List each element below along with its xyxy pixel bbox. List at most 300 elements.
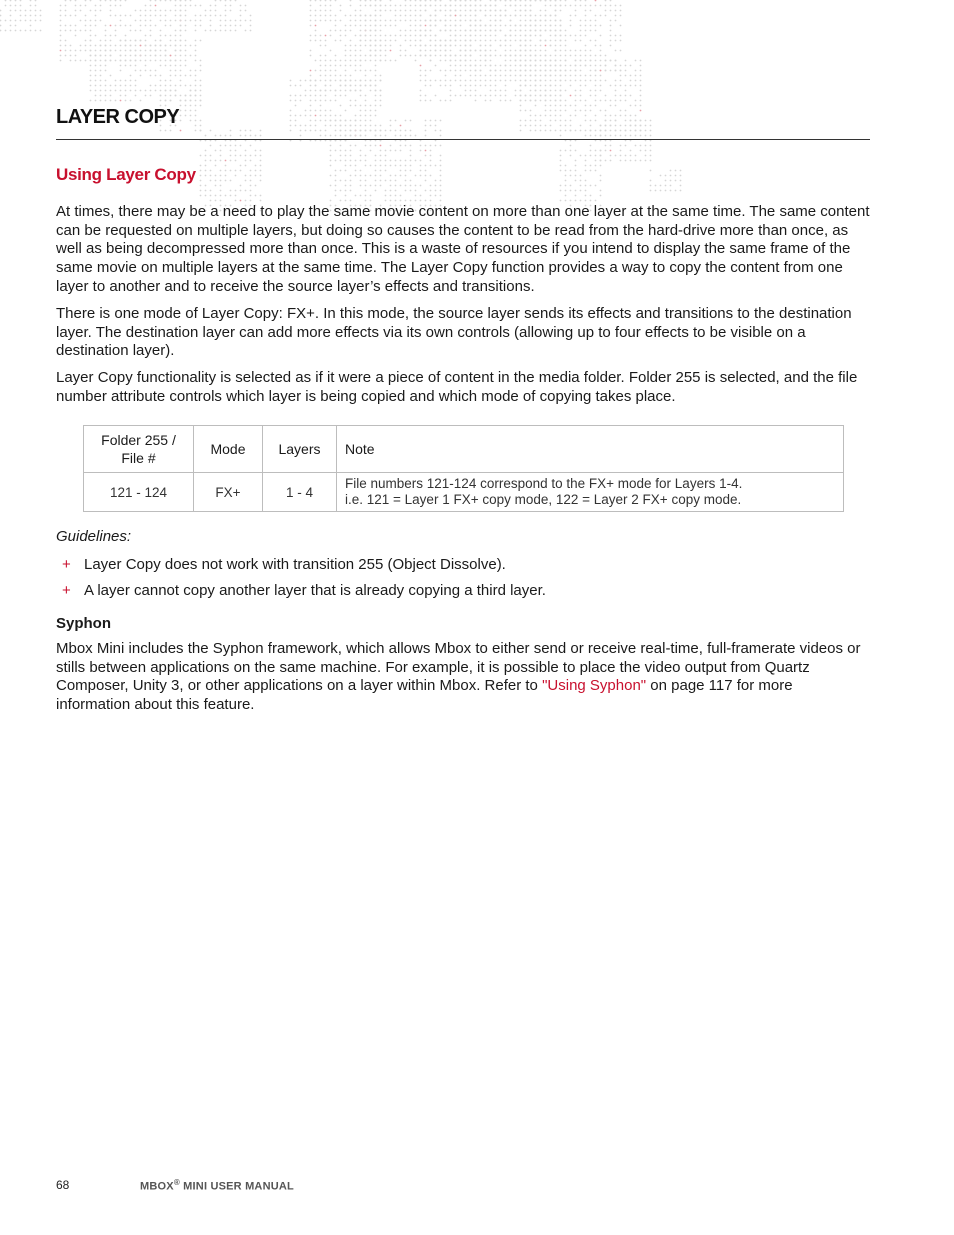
map-dot (610, 160, 612, 162)
map-dot (585, 105, 587, 107)
cell-layers: 1 - 4 (263, 473, 337, 512)
map-dot (530, 0, 532, 1)
map-dot (595, 55, 597, 57)
map-dot (345, 135, 347, 137)
map-dot (250, 195, 252, 197)
map-dot (485, 60, 487, 62)
map-dot (450, 0, 452, 1)
map-dot (520, 40, 522, 42)
header-layers: Layers (263, 426, 337, 473)
map-dot (400, 45, 402, 47)
map-dot (455, 5, 457, 7)
map-dot (340, 160, 342, 162)
map-dot (600, 175, 602, 177)
map-dot (140, 90, 142, 92)
map-dot (415, 40, 417, 42)
map-dot (370, 130, 372, 132)
map-dot (560, 130, 562, 132)
map-dot (350, 125, 352, 127)
map-dot (40, 20, 42, 22)
map-dot (380, 155, 382, 157)
map-dot (545, 65, 547, 67)
map-dot (510, 45, 512, 47)
map-dot (385, 35, 387, 37)
map-dot (580, 100, 582, 102)
map-dot (595, 170, 597, 172)
map-dot (520, 55, 522, 57)
map-dot (570, 80, 572, 82)
map-dot (450, 70, 452, 72)
map-dot (330, 110, 332, 112)
map-dot (150, 20, 152, 22)
map-dot (580, 30, 582, 32)
map-dot (440, 120, 442, 122)
map-dot (460, 75, 462, 77)
map-dot (190, 55, 192, 57)
map-dot (565, 65, 567, 67)
map-dot (185, 50, 187, 52)
map-dot (220, 170, 222, 172)
map-dot (330, 65, 332, 67)
map-dot (100, 0, 102, 1)
map-dot (520, 50, 522, 52)
map-dot (260, 180, 262, 182)
map-dot (510, 30, 512, 32)
map-dot (100, 90, 102, 92)
map-dot (80, 10, 82, 12)
map-dot (130, 40, 132, 42)
map-dot (580, 130, 582, 132)
map-dot (190, 110, 192, 112)
map-dot (400, 195, 402, 197)
map-dot (200, 80, 202, 82)
map-dot (600, 75, 602, 77)
map-dot (145, 50, 147, 52)
list-item-text: A layer cannot copy another layer that is already copying a third layer. (84, 582, 546, 599)
map-dot (205, 170, 207, 172)
map-dot (440, 50, 442, 52)
map-dot (35, 20, 37, 22)
map-dot (300, 125, 302, 127)
map-dot (620, 5, 622, 7)
map-dot (520, 45, 522, 47)
map-dot (65, 10, 67, 12)
map-dot (575, 10, 577, 12)
map-dot (335, 0, 337, 1)
map-dot (5, 5, 7, 7)
map-dot (400, 50, 402, 52)
map-dot (365, 190, 367, 192)
map-dot (480, 0, 482, 1)
map-dot (260, 175, 262, 177)
map-dot (420, 95, 422, 97)
map-dot (600, 130, 602, 132)
map-dot (205, 155, 207, 157)
using-syphon-link[interactable]: "Using Syphon" (542, 677, 647, 695)
map-dot (330, 70, 332, 72)
map-dot (430, 150, 432, 152)
map-dot (240, 200, 242, 202)
map-dot (320, 45, 322, 47)
map-dot (375, 185, 377, 187)
map-dot (580, 0, 582, 1)
map-dot (355, 85, 357, 87)
map-dot (375, 135, 377, 137)
map-dot (640, 65, 642, 67)
map-dot (320, 55, 322, 57)
map-dot (530, 70, 532, 72)
map-dot (310, 80, 312, 82)
map-dot (105, 50, 107, 52)
map-dot (430, 100, 432, 102)
map-dot (575, 160, 577, 162)
map-dot (465, 65, 467, 67)
map-dot (235, 200, 237, 202)
map-dot (425, 95, 427, 97)
map-dot (425, 80, 427, 82)
map-dot (395, 185, 397, 187)
map-dot (415, 5, 417, 7)
map-dot (560, 155, 562, 157)
map-dot (75, 25, 77, 27)
map-dot (160, 90, 162, 92)
map-dot (445, 20, 447, 22)
map-dot (585, 20, 587, 22)
map-dot (555, 30, 557, 32)
map-dot (440, 145, 442, 147)
map-dot (320, 120, 322, 122)
map-dot (350, 105, 352, 107)
map-dot (640, 120, 642, 122)
map-dot (165, 0, 167, 1)
map-dot (250, 190, 252, 192)
map-dot (565, 190, 567, 192)
map-dot (595, 25, 597, 27)
map-dot (645, 150, 647, 152)
map-dot (400, 165, 402, 167)
map-dot (325, 125, 327, 127)
map-dot (430, 30, 432, 32)
map-dot (580, 70, 582, 72)
map-dot (310, 125, 312, 127)
map-dot (380, 10, 382, 12)
map-dot (410, 145, 412, 147)
map-dot (385, 150, 387, 152)
map-dot (155, 25, 157, 27)
map-dot (120, 50, 122, 52)
map-dot (325, 45, 327, 47)
map-dot (520, 105, 522, 107)
map-dot (500, 10, 502, 12)
map-dot (115, 60, 117, 62)
map-dot (495, 5, 497, 7)
map-dot (65, 50, 67, 52)
map-dot (220, 15, 222, 17)
map-dot (85, 50, 87, 52)
map-dot (550, 70, 552, 72)
map-dot (130, 30, 132, 32)
map-dot (115, 30, 117, 32)
map-dot (540, 95, 542, 97)
map-dot (165, 45, 167, 47)
map-dot (430, 190, 432, 192)
map-dot (660, 175, 662, 177)
map-dot (540, 20, 542, 22)
map-dot (410, 180, 412, 182)
map-dot (480, 70, 482, 72)
map-dot (375, 170, 377, 172)
map-dot (615, 85, 617, 87)
map-dot (375, 35, 377, 37)
cell-file: 121 - 124 (84, 473, 194, 512)
map-dot (480, 45, 482, 47)
map-dot (310, 5, 312, 7)
map-dot (560, 20, 562, 22)
map-dot (330, 150, 332, 152)
map-dot (600, 135, 602, 137)
map-dot (220, 200, 222, 202)
map-dot (595, 70, 597, 72)
map-dot (220, 180, 222, 182)
map-dot (430, 0, 432, 1)
map-dot (610, 85, 612, 87)
map-dot (125, 15, 127, 17)
map-dot (420, 55, 422, 57)
map-dot (175, 85, 177, 87)
map-dot (360, 125, 362, 127)
map-dot (235, 160, 237, 162)
map-dot (630, 130, 632, 132)
map-dot (370, 55, 372, 57)
map-dot (115, 15, 117, 17)
map-dot (625, 75, 627, 77)
map-dot (580, 80, 582, 82)
map-dot (560, 85, 562, 87)
map-dot (310, 105, 312, 107)
map-dot (180, 50, 182, 52)
map-dot (290, 80, 292, 82)
map-dot (225, 165, 227, 167)
map-dot (560, 135, 562, 137)
map-dot (150, 15, 152, 17)
map-dot (520, 95, 522, 97)
map-dot (640, 160, 642, 162)
map-dot (460, 70, 462, 72)
map-dot (390, 10, 392, 12)
map-dot (260, 195, 262, 197)
map-dot (115, 35, 117, 37)
map-dot (580, 95, 582, 97)
map-dot (425, 45, 427, 47)
map-dot (160, 60, 162, 62)
map-dot (375, 45, 377, 47)
map-dot (460, 45, 462, 47)
map-dot (580, 110, 582, 112)
map-dot (525, 120, 527, 122)
map-dot (570, 5, 572, 7)
map-dot (315, 15, 317, 17)
map-dot (530, 50, 532, 52)
map-dot (340, 180, 342, 182)
map-dot (440, 45, 442, 47)
map-dot (250, 30, 252, 32)
map-dot (510, 20, 512, 22)
map-dot (375, 30, 377, 32)
map-dot (555, 50, 557, 52)
map-dot (200, 165, 202, 167)
map-dot (405, 200, 407, 202)
map-dot (130, 80, 132, 82)
map-dot (135, 45, 137, 47)
map-dot (625, 85, 627, 87)
map-dot (335, 90, 337, 92)
map-dot (180, 0, 182, 1)
map-dot (125, 50, 127, 52)
map-dot (305, 130, 307, 132)
map-dot (585, 200, 587, 202)
map-dot (375, 180, 377, 182)
map-dot (540, 115, 542, 117)
map-dot (395, 35, 397, 37)
map-dot (410, 165, 412, 167)
map-dot (455, 55, 457, 57)
map-dot (430, 70, 432, 72)
map-dot (225, 170, 227, 172)
map-dot (95, 5, 97, 7)
map-dot (565, 100, 567, 102)
map-dot (600, 80, 602, 82)
map-dot (320, 5, 322, 7)
map-dot (95, 55, 97, 57)
map-dot (125, 45, 127, 47)
map-dot (245, 160, 247, 162)
map-dot (370, 35, 372, 37)
map-dot (550, 85, 552, 87)
map-dot (245, 20, 247, 22)
map-dot (635, 145, 637, 147)
map-dot (390, 20, 392, 22)
map-dot (555, 130, 557, 132)
syphon-paragraph (56, 640, 870, 715)
map-dot (555, 120, 557, 122)
map-dot (445, 80, 447, 82)
map-dot (195, 110, 197, 112)
map-dot (220, 20, 222, 22)
map-dot (530, 40, 532, 42)
map-dot (570, 125, 572, 127)
map-dot (370, 175, 372, 177)
map-dot (505, 55, 507, 57)
map-dot (620, 125, 622, 127)
map-dot (350, 25, 352, 27)
map-dot (250, 170, 252, 172)
map-dot (525, 80, 527, 82)
map-dot (110, 50, 112, 52)
map-dot (450, 5, 452, 7)
map-dot (465, 95, 467, 97)
map-dot (110, 0, 112, 1)
map-dot (160, 50, 162, 52)
map-dot (100, 40, 102, 42)
map-dot (405, 165, 407, 167)
map-dot (355, 120, 357, 122)
map-dot (120, 80, 122, 82)
map-dot (180, 105, 182, 107)
map-dot (635, 130, 637, 132)
map-dot (600, 190, 602, 192)
map-dot (160, 40, 162, 42)
map-dot (425, 175, 427, 177)
map-dot (200, 15, 202, 17)
map-dot (210, 170, 212, 172)
map-dot (90, 85, 92, 87)
map-dot (465, 50, 467, 52)
map-dot (515, 30, 517, 32)
map-dot (665, 190, 667, 192)
map-dot (345, 85, 347, 87)
map-dot (445, 75, 447, 77)
map-dot (105, 60, 107, 62)
map-dot (605, 95, 607, 97)
map-dot (350, 60, 352, 62)
map-dot (625, 135, 627, 137)
map-dot (245, 155, 247, 157)
map-dot (155, 60, 157, 62)
map-dot (575, 90, 577, 92)
map-dot (425, 50, 427, 52)
map-dot (570, 55, 572, 57)
map-dot (375, 5, 377, 7)
map-dot (615, 155, 617, 157)
map-dot (355, 135, 357, 137)
map-dot (445, 15, 447, 17)
map-dot (230, 150, 232, 152)
map-dot (325, 5, 327, 7)
map-dot (160, 15, 162, 17)
map-dot (145, 25, 147, 27)
footer-manual-title (140, 1178, 294, 1193)
section-divider (56, 139, 870, 140)
map-dot (0, 15, 1, 17)
map-dot (145, 70, 147, 72)
map-dot (105, 0, 107, 1)
map-dot (505, 5, 507, 7)
map-dot (350, 50, 352, 52)
map-dot (320, 35, 322, 37)
map-dot (470, 90, 472, 92)
map-dot (350, 85, 352, 87)
map-dot (425, 55, 427, 57)
map-dot (360, 25, 362, 27)
map-dot (625, 115, 627, 117)
map-dot (360, 195, 362, 197)
map-dot (140, 30, 142, 32)
map-dot (75, 30, 77, 32)
map-dot (555, 15, 557, 17)
map-dot (110, 40, 112, 42)
map-dot (125, 65, 127, 67)
map-dot (540, 10, 542, 12)
map-dot (375, 115, 377, 117)
map-dot (650, 180, 652, 182)
map-dot (555, 45, 557, 47)
map-dot (585, 5, 587, 7)
map-dot (595, 5, 597, 7)
map-dot (530, 45, 532, 47)
map-dot (475, 90, 477, 92)
map-dot (465, 5, 467, 7)
map-dot (395, 200, 397, 202)
